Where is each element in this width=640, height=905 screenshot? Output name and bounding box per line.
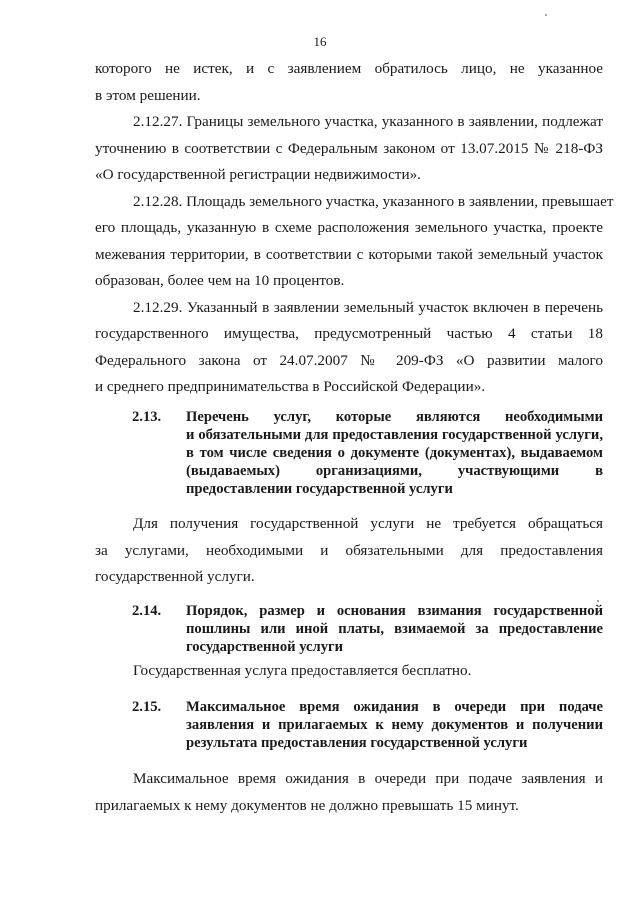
page-number: 16 — [313, 34, 327, 49]
text-line: которого не истек, и с заявлением обратилось лицо, не указанное — [95, 60, 603, 77]
section-title-line: заявления и прилагаемых к нему документов и получении — [186, 717, 603, 733]
section-title-line: государственной услуги — [186, 639, 344, 655]
section-title-line: Максимальное время ожидания в очереди при подаче — [186, 699, 603, 715]
text-line: Максимальное время ожидания в очереди при подаче заявления и — [133, 770, 603, 787]
section-title-line: пошлины или иной платы, взимаемой за предоставление — [186, 621, 603, 637]
text-line: Для получения государственной услуги не требуется обращаться — [133, 515, 603, 532]
scan-speck — [545, 14, 547, 16]
text-line: 2.12.28. Площадь земельного участка, указанного в заявлении, превышает — [133, 193, 614, 210]
section-number: 2.13. — [132, 409, 162, 425]
text-line: уточнению в соответствии с Федеральным законом от 13.07.2015 № 218-ФЗ — [95, 140, 603, 157]
scan-speck — [597, 600, 599, 602]
section-title-line: Порядок, размер и основания взимания государственной — [186, 603, 603, 619]
text-line: государственного имущества, предусмотренный частью 4 статьи 18 — [95, 325, 603, 342]
section-number: 2.14. — [132, 603, 162, 619]
text-line: и среднего предпринимательства в Российской Федерации». — [95, 378, 486, 395]
text-line: государственной услуги. — [95, 568, 255, 585]
text-line: в этом решении. — [95, 87, 201, 104]
section-title-line: результата предоставления государственной услуги — [186, 735, 528, 751]
section-title-line: и обязательными для предоставления государственной услуги, — [186, 427, 603, 443]
text-line: прилагаемых к нему документов не должно превышать 15 минут. — [95, 797, 519, 814]
section-title-line: в том числе сведения о документе (документах), выдаваемом — [186, 445, 603, 461]
text-line: 2.12.29. Указанный в заявлении земельный участок включен в перечень — [133, 299, 603, 316]
text-line: образован, более чем на 10 процентов. — [95, 272, 345, 289]
text-line: межевания территории, в соответствии с которыми такой земельный участок — [95, 246, 603, 263]
text-line: его площадь, указанную в схеме расположения земельного участка, проекте — [95, 219, 603, 236]
text-line: Федерального закона от 24.07.2007 № 209-ФЗ «О развитии малого — [95, 352, 603, 369]
section-title-line: Перечень услуг, которые являются необходимыми — [186, 409, 603, 425]
text-line: «О государственной регистрации недвижимости». — [95, 166, 421, 183]
section-number: 2.15. — [132, 699, 162, 715]
text-line: Государственная услуга предоставляется бесплатно. — [133, 662, 472, 679]
text-line: за услугами, необходимыми и обязательными для предоставления — [95, 542, 603, 559]
section-title-line: (выдаваемых) организациями, участвующими в — [186, 463, 603, 479]
text-line: 2.12.27. Границы земельного участка, указанного в заявлении, подлежат — [133, 113, 603, 130]
section-title-line: предоставлении государственной услуги — [186, 481, 453, 497]
